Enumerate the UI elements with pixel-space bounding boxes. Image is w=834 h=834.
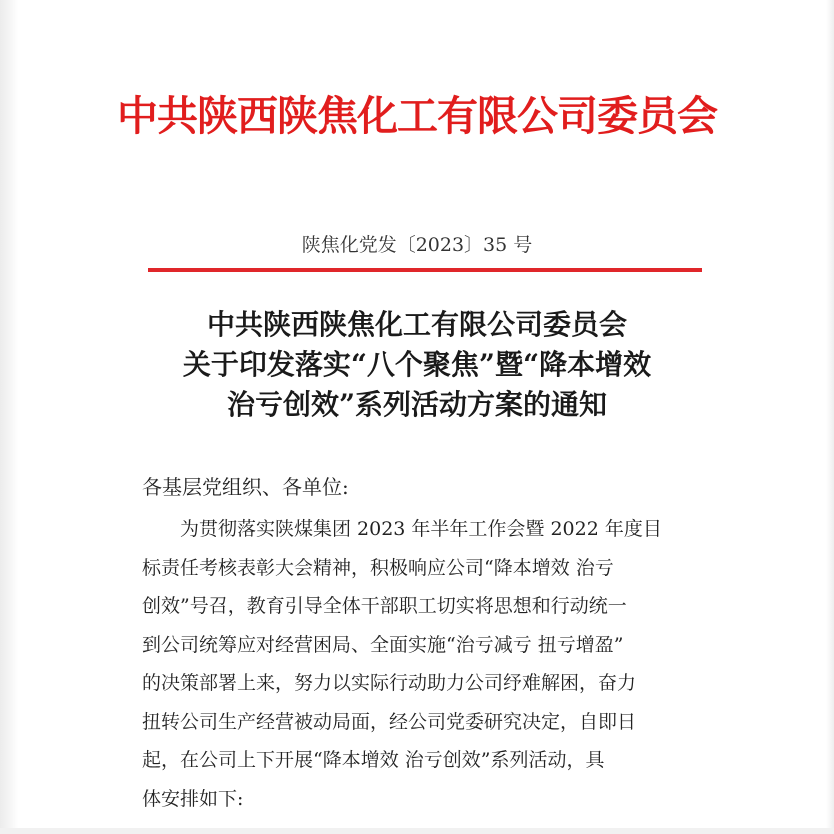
- title-line-2: 关于印发落实“八个聚焦”暨“降本增效: [182, 348, 652, 381]
- body-line-7: 起，在公司上下开展“降本增效 治亏创效”系列活动，具: [142, 749, 605, 771]
- document-title: [0, 305, 834, 425]
- body-line-8: 体安排如下:: [142, 787, 244, 810]
- title-line-1: 中共陕西陕焦化工有限公司委员会: [206, 308, 627, 341]
- red-divider-line: [148, 268, 702, 272]
- body-paragraph: [142, 510, 702, 818]
- salutation: 各基层党组织、各单位:: [142, 475, 349, 499]
- body-line-5: 的决策部署上来，努力以实际行动助力公司纾难解困，奋力: [142, 672, 637, 694]
- title-line-3: 治亏创效”系列活动方案的通知: [226, 388, 608, 421]
- body-line-1: 为贯彻落实陕煤集团 2023 年半年工作会暨 2022 年度目: [180, 518, 662, 540]
- body-line-3: 创效”号召，教育引导全体干部职工切实将思想和行动统一: [142, 595, 627, 617]
- document-number: 陕焦化党发〔2023〕35 号: [301, 234, 533, 256]
- red-letterhead: 中共陕西陕焦化工有限公司委员会: [117, 92, 717, 140]
- body-line-2: 标责任考核表彰大会精神，积极响应公司“降本增效 治亏: [142, 556, 614, 579]
- page-bottom-strip: [0, 828, 834, 834]
- body-line-4: 到公司统筹应对经营困局、全面实施“治亏减亏 扭亏增盈”: [142, 633, 624, 656]
- body-line-6: 扭转公司生产经营被动局面，经公司党委研究决定，自即日: [142, 710, 637, 733]
